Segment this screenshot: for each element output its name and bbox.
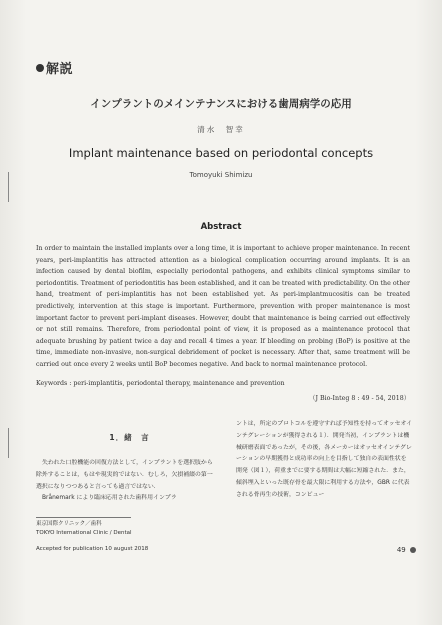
left-margin-mark: [8, 428, 9, 458]
section-heading: 1．緒 言: [109, 433, 150, 442]
bullet-icon: [36, 64, 44, 72]
paragraph: 失われた口腔機能の回復方法として，インプラントを選択肢から除外することは，もはや現実的ではない．むしろ，欠損補綴の第一選択になりつつあると言っても過言ではない．: [36, 460, 213, 490]
footnote-divider: [36, 517, 131, 518]
english-title: Implant maintenance based on periodontal concepts: [68, 146, 374, 160]
keywords: Keywords : peri-implantitis, periodontal therapy, maintenance and prevention: [36, 380, 285, 387]
section-label: 解説: [36, 58, 73, 77]
japanese-author: 清水 智幸: [197, 125, 245, 134]
english-author: Tomoyuki Shimizu: [189, 171, 253, 179]
citation: （J Bio-Integ 8 : 49 - 54, 2018）: [309, 395, 410, 402]
paragraph: Brånemark により臨床応用された歯科用インプラ: [42, 495, 177, 502]
abstract-body: In order to maintain the installed implants over a long time, it is important to achieve proper maintenance. In recent years, peri-implantitis has attracted attention as a biological complication occurring around implants. It is an infection caused by dental biofilm, especially periodontal pathogens, and exhibits clinical symptoms similar to periodontitis. Treatment of periodontitis has been established, and it can be treated with predictability. On the other hand, treatment of peri-implantitis has not been established yet. As peri-implantmucositis can be treated predictively, intervention at this stage is important. Furthermore, prevention with proper maintenance is most important factor to prevent peri-implant diseases. However, doubt that maintenance is being carried out effectively or not still remains. Therefore, from periodontal point of view, it is proposed as a maintenance protocol that adequate brushing by patient twice a day and recall 4 times a year. If bleeding on probing (BoP) is positive at the time, immediate non-invasive, non-surgical debridement of pocket is necessary. After that, same treatment will be carried out once every 2 weeks until BoP becomes negative. And back to normal maintenance protocol.: [36, 245, 410, 368]
body-column-right: [236, 419, 412, 502]
page-number: 49: [397, 546, 416, 554]
abstract-heading: Abstract: [200, 222, 242, 232]
page-dot-icon: [410, 547, 416, 553]
japanese-title: インプラントのメインテナンスにおける歯周病学の応用: [90, 98, 352, 110]
body-column-left: [36, 458, 216, 505]
affiliation: [36, 520, 132, 538]
paragraph: ントは，所定のプロトコルを遵守すれば予知性を持ってオッセオインテグレーションが獲得される１）．開発当初，インプラントは機械研磨表面であったが，その後，各メーカーはオッセオインテグレーションの早期獲得と成功率の向上を目指して独自の表面性状を開発（図１），荷重までに要する期間は大幅に短縮された．また，傾斜埋入といった既存骨を最大限に利用する方法や，GBR に代表される骨再生の技術，コンピュー: [236, 421, 413, 498]
accepted-date: Accepted for publication 10 august 2018: [36, 546, 149, 552]
affiliation-en: TOKYO International Clinic / Dental: [36, 530, 132, 536]
affiliation-jp: 東京国際クリニック／歯科: [36, 521, 102, 527]
